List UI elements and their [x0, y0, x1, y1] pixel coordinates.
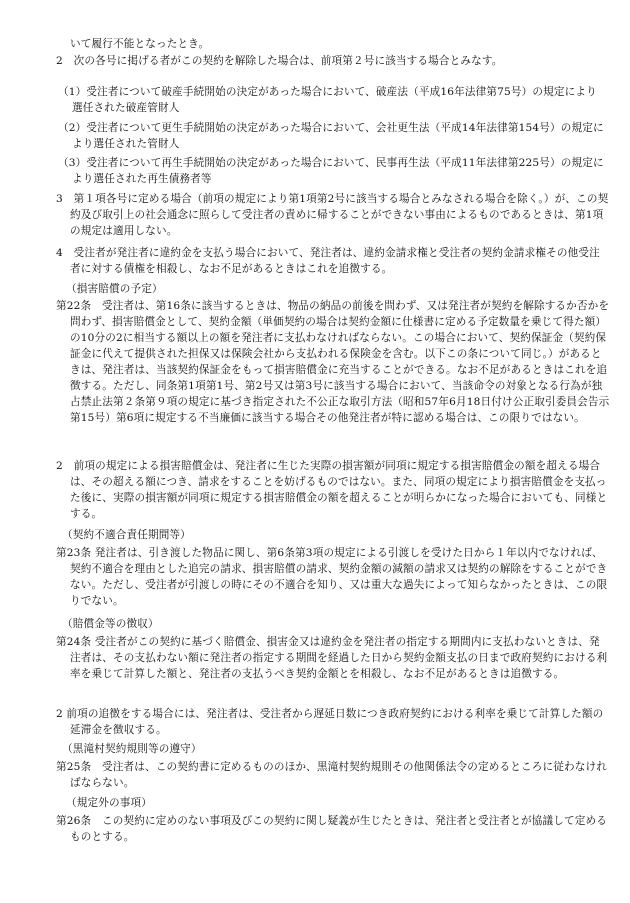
heading-article-26: （規定外の事項） — [66, 797, 152, 809]
article-21-paragraph-3: 3 第１項各号に定める場合（前項の規定により第1項第2号に該当する場合とみなされる場合を除く。）が、この契約及び取引上の社会通念に照らして受注者の責めに帰することができない事由によるものであるときは、第1項の規定は適用しない。 — [56, 193, 609, 237]
heading-article-24: （賠償金等の徴収） — [62, 618, 159, 630]
heading-article-25: （黒滝村契約規則等の遵守） — [62, 743, 202, 755]
article-22-paragraph-2: 2 前項の規定による損害賠償金は、発注者に生じた実際の損害額が同項に規定する損害賠償金の額を超える場合は、その超える額につき、請求をすることを妨げるものではない。また、同項の規定により損害賠償金を支払った後に、実際の損害額が同項に規定する損害賠償金の額を超えることが明らかになった場合においても、同様とする。 — [56, 460, 608, 520]
heading-article-23: （契約不適合責任期間等） — [62, 529, 191, 541]
article-25: 第25条 受注者は、この契約書に定めるもののほか、黒滝村契約規則その他関係法令の定めるところに従わなければならない。 — [56, 761, 607, 789]
list-item-1: （1）受注者について破産手続開始の決定があった場合において、破産法（平成16年法律第75号）の規定により選任された破産管財人 — [58, 86, 597, 114]
article-22: 第22条 受注者は、第16条に該当するときは、物品の納品の前後を問わず、又は発注者が契約を解除するか否かを問わず、損害賠償金として、契約金額（単価契約の場合は契約金額に仕様書に定める予定数量を乗じて得た額）の10分の2に相当する額以上の額を発注者に支払わなければならない。この場合において、契約保証金（契約保証金に代えて提供された担保又は保険会社から支払われる保険金を含む。以下この条について同じ。）があるときは、発注者は、当該契約保証金をもって損害賠償金に充当することができる。なお不足があるときはこれを追徴する。ただし、同条第1項第1号、第2号又は第3号に該当する場合において、当該命令の対象となる行為が独占禁止法第２条第９項の規定に基づき指定された不公正な取引方法（昭和57年6月18日付け公正取引委員会告示第15号）第6項に規定する不当廉価に該当する場合その他発注者が特に認める場合は、この限りではない。 — [56, 300, 610, 424]
list-item-3: （3）受注者について再生手続開始の決定があった場合において、民事再生法（平成11年法律第225号）の規定により選任された再生債務者等 — [58, 157, 604, 185]
article-24: 第24条 受注者がこの契約に基づく賠償金、損害金又は違約金を発注者の指定する期間内に支払わないときは、発注者は、その支払わない額に発注者の指定する期間を経過した日から契約金額支払の日まで政府契約における利率を乗じて計算した額と、発注者の支払うべき契約金額とを相殺し、なお不足があるときは追徴する。 — [56, 636, 608, 680]
article-26: 第26条 この契約に定めのない事項及びこの契約に関し疑義が生じたときは、発注者と受注者とが協議して定めるものとする。 — [56, 815, 607, 843]
article-21-paragraph-4: 4 受注者が発注者に違約金を支払う場合において、発注者は、違約金請求権と受注者の契約金請求権その他受注者に対する債権を相殺し、なお不足があるときはこれを追徴する。 — [56, 247, 600, 275]
article-23: 第23条 発注者は、引き渡した物品に関し、第6条第3項の規定による引渡しを受けた日から１年以内でなければ、契約不適合を理由とした追完の請求、損害賠償の請求、契約金額の減額の請求又は契約の解除をすることができない。ただし、受注者が引渡しの時にその不適合を知り、又は重大な過失によって知らなかったときは、この限りでない。 — [56, 547, 608, 607]
continuation-line: いて履行不能となったとき。 — [70, 38, 210, 50]
article-24-paragraph-2: 2 前項の追徴をする場合には、発注者は、受注者から遅延日数につき政府契約における利率を乗じて計算した額の延滞金を徴収する。 — [56, 708, 604, 736]
list-item-2: （2）受注者について更生手続開始の決定があった場合において、会社更生法（平成14年法律第154号）の規定により選任された管財人 — [58, 122, 604, 150]
article-21-paragraph-2: 2 次の各号に掲げる者がこの契約を解除した場合は、前項第２号に該当する場合とみなす。 — [56, 55, 503, 67]
heading-article-22: （損害賠償の予定） — [66, 283, 163, 295]
